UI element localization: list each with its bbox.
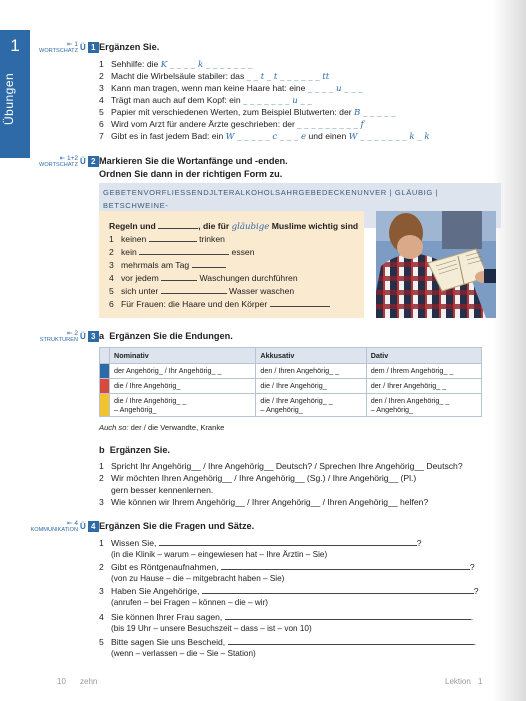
ex1-title: Ergänzen Sie. xyxy=(99,42,160,52)
table-header-row: Nominativ Akkusativ Dativ xyxy=(100,348,482,364)
ex2-title: Markieren Sie die Wortanfänge und -enden. xyxy=(99,156,288,166)
answer-hint: W _ _ _ _ _ _ _ k _ k xyxy=(348,132,430,142)
plural-color-marker xyxy=(100,394,110,417)
ex3-b-item: 2 Wir möchten Ihren Angehörig__ / Ihre Angehörig__ (Sg.) / Ihre Angehörig__ (Pl.) xyxy=(99,473,417,483)
rule-item: 3 mehrmals am Tag xyxy=(109,260,226,270)
ex1-item: 2 Macht die Wirbelsäule stabiler: das _ _ t _ t _ _ _ _ _ _ tt xyxy=(99,71,330,82)
answer-hint: K _ _ _ _ k _ _ _ _ _ _ _ xyxy=(160,60,253,70)
declension-table xyxy=(99,347,482,417)
answer-hint: _ _ _ _ _ _ _ u _ _ xyxy=(243,96,312,106)
page-gutter-shadow xyxy=(492,0,526,701)
ex3-number: Ü 3 xyxy=(80,331,99,342)
ex4-item: 4 Sie können Ihrer Frau sagen, . xyxy=(99,612,474,622)
rule-item: 1 keinen trinken xyxy=(109,234,225,244)
table-row: die / Ihre Angehörig_ die / Ihre Angehörig_ der / Ihrer Angehörig_ _ xyxy=(100,379,482,394)
ex4-hint: (in die Klinik – warum – eingewiesen hat – Ihre Ärztin – Sie) xyxy=(111,550,328,559)
ex4-title: Ergänzen Sie die Fragen und Sätze. xyxy=(99,521,255,531)
rule-item: 2 kein essen xyxy=(109,247,255,257)
ex4-reference: ⇤ 4 KOMMUNIKATION xyxy=(30,520,78,533)
ex3-b-item: gern besser kennenlernen. xyxy=(111,485,214,495)
ex1-number: Ü 1 xyxy=(80,42,99,53)
feminine-color-marker xyxy=(100,379,110,394)
also-note: Auch so: der / die Verwandte, Kranke xyxy=(99,423,225,432)
ex4-hint: (anrufen – bei Fragen – können – die – wir) xyxy=(111,598,269,607)
ex3-b-item: 3 Wie können wir Ihrem Angehörig__ / Ihrer Angehörig__ / Ihren Angehörig__ helfen? xyxy=(99,497,429,507)
ex2-number: Ü 2 xyxy=(80,156,99,167)
ex3-reference: ⇤ 2 STRUKTUREN xyxy=(39,330,78,343)
answer-hint: _ _ _ _ _ _ _ _ _ f xyxy=(297,120,364,130)
ex4-item: 5 Bitte sagen Sie uns Bescheid, . xyxy=(99,637,476,647)
answer-hint: _ _ t _ t _ _ _ _ _ _ tt xyxy=(246,72,330,82)
footer-page-word: zehn xyxy=(80,677,98,686)
chapter-number: 1 xyxy=(10,36,20,55)
chapter-tab xyxy=(0,30,30,158)
ex1-item: 7 Gibt es in fast jedem Bad: ein W _ _ _ _ _ c _ _ _ e und einen W _ _ _ _ _ _ _ k _ k xyxy=(99,131,430,142)
ex3-part-a-title: a Ergänzen Sie die Endungen. xyxy=(99,331,233,341)
ex3-b-item: 1 Spricht Ihr Angehörig__ / Ihre Angehörig__ Deutsch? / Sprechen Ihre Angehörig__ Deutsch? xyxy=(99,461,463,471)
footer-lesson-label: Lektion xyxy=(445,677,471,686)
rules-box xyxy=(99,211,364,318)
ex1-item: 5 Papier mit verschiedenen Werten, zum Beispiel Blutwerten: der B _ _ _ _ _ xyxy=(99,107,396,118)
ex4-item: 1 Wissen Sie, ? xyxy=(99,538,422,548)
letter-snake: GEBETENVORFLIESSENDJLTERALKOHOLSAHRGEBEDECKENUNVER | GLÄUBIG | BETSCHWEINE- xyxy=(99,183,501,228)
ex4-number: Ü 4 xyxy=(80,521,99,532)
footer-page-number: 10 xyxy=(57,677,66,686)
chapter-tab-label: Übungen xyxy=(2,72,16,125)
ex1-item: 1 Sehhilfe: die K _ _ _ _ k _ _ _ _ _ _ _ xyxy=(99,59,253,70)
ex1-reference: ⇤ 1 WORTSCHATZ xyxy=(39,41,78,54)
ex4-hint: (von zu Hause – die – mitgebracht haben – Sie) xyxy=(111,574,285,583)
table-row: der Angehörig_ / Ihr Angehörig_ _ den / Ihren Angehörig_ _ dem / Ihrem Angehörig_ _ xyxy=(100,364,482,379)
ex4-hint: (wenn – verlassen – die – Sie – Station) xyxy=(111,649,256,658)
rule-item: 4 vor jedem Waschungen durchführen xyxy=(109,273,298,283)
ex1-item: 3 Kann man tragen, wenn man keine Haare hat: eine _ _ _ _ u _ _ _ xyxy=(99,83,363,94)
rule-item: 6 Für Frauen: die Haare und den Körper xyxy=(109,299,330,309)
table-row: die / Ihre Angehörig_ _ – Angehörig_ die / Ihre Angehörig_ _ – Angehörig_ den / Ihren Angehörig_ _ – Angehörig_ xyxy=(100,394,482,417)
answer-hint: _ _ _ _ u _ _ _ xyxy=(307,84,363,94)
rules-title: Regeln und , die für gläubige Muslime wichtig sind xyxy=(109,221,359,232)
footer-lesson-number: 1 xyxy=(478,677,483,686)
ex2-subtitle: Ordnen Sie dann in der richtigen Form zu. xyxy=(99,169,283,179)
ex4-item: 3 Haben Sie Angehörige, ? xyxy=(99,586,479,596)
ex4-item: 2 Gibt es Röntgenaufnahmen, ? xyxy=(99,562,475,572)
reading-man-photo xyxy=(376,211,496,318)
ex1-item: 4 Trägt man auch auf dem Kopf: ein _ _ _ _ _ _ _ u _ _ xyxy=(99,95,312,106)
answer-hint: B _ _ _ _ _ xyxy=(353,108,396,118)
ex4-hint: (bis 19 Uhr – unsere Besuchszeit – dass – ist – von 10) xyxy=(111,624,312,633)
rule-item: 5 sich unter Wasser waschen xyxy=(109,286,295,296)
ex2-reference: ⇤ 1+2 WORTSCHATZ xyxy=(39,155,78,168)
ex1-item: 6 Wird vom Arzt für andere Ärzte geschrieben: der _ _ _ _ _ _ _ _ _ f xyxy=(99,119,364,130)
answer-hint: W _ _ _ _ _ c _ _ _ e xyxy=(225,132,307,142)
ex3-part-b-title: b Ergänzen Sie. xyxy=(99,445,170,455)
masculine-color-marker xyxy=(100,364,110,379)
